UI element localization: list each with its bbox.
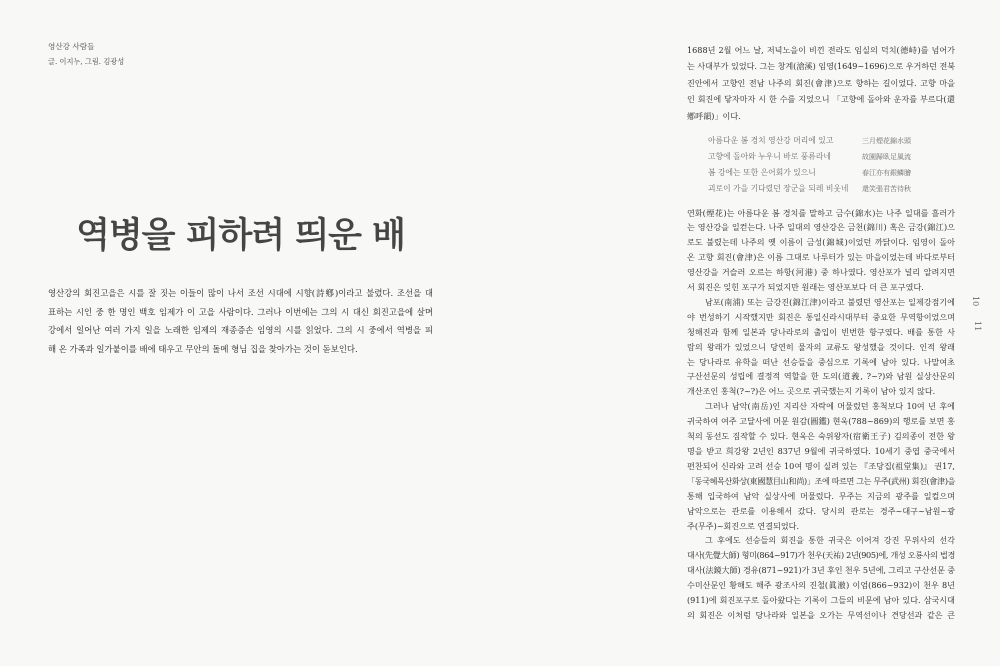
text-line: 대사(先覺大師) 형미(864~917)가 천우(天祐) 2년(905)에, 개성 오룡사의 법경	[687, 550, 955, 561]
right-page	[500, 0, 1000, 666]
poem-verse-hanja: 春江亦有銀鱗膾	[862, 169, 911, 177]
poem-verse-hanja: 三月煙花錦水頭	[862, 137, 911, 145]
text-line: 편찬되어 신라와 고려 선승 10여 명이 실려 있는 『조당집(祖堂集)』 권17,	[687, 460, 955, 471]
text-line: 청해진과 함께 일본과 당나라로의 출입이 빈번한 항구였다. 배를 통한 사	[687, 326, 955, 337]
text-line: 남포(南浦) 또는 금강진(錦江津)이라고 불렸던 영산포는 일제강점기에	[705, 296, 955, 307]
text-line: 구산선문의 성립에 결정적 역할을 한 도의(道義, ?~?)와 남원 실상산문의	[687, 371, 955, 382]
poem-verse	[708, 133, 958, 149]
page-number-right: 11	[973, 321, 982, 332]
poem-verse	[708, 165, 958, 181]
series-title: 영산강 사람들	[48, 42, 95, 51]
text-line: 영산강을 거슬러 오르는 하항(河港) 중 하나였다. 영산포가 널리 알려지면	[687, 267, 955, 278]
lead-line: 해 온 가족과 일가붙이를 배에 태우고 무안의 돌메 형님 집을 찾아가는 것이 돋보인다.	[48, 343, 358, 354]
text-line: 인 회진에 닿자마자 시 한 수를 지었으니 「고향에 돌아와 운자를 부르다(還	[687, 94, 955, 105]
body-paragraph	[687, 533, 955, 622]
text-line: 「동국혜목산화상(東國慧目山和尚)」조에 따르면 그는 무주(武州) 회진(會津)을	[687, 475, 955, 486]
poem-verse-korean: 봄 강에는 또한 은어회가 있으니	[708, 168, 816, 177]
text-line: 대사(法鏡大師) 경유(871~921)가 3년 후인 천우 5년에, 그리고 구산선문 중	[687, 565, 955, 576]
author-credits: 글. 이지누, 그림. 김광성	[48, 57, 125, 66]
poem-block	[708, 133, 958, 197]
poem-verse-korean: 괴로이 가을 기다렸던 장군을 되레 비웃네	[708, 184, 849, 193]
text-line: 의 회진은 이처럼 당나라와 일본을 오가는 무역선이나 견당선과 같은 큰	[687, 609, 955, 620]
poem-verse-korean: 아름다운 봄 경치 영산강 머리에 있고	[708, 136, 834, 145]
text-line: 연화(煙花)는 아름다운 봄 경치를 말하고 금수(錦水)는 나주 일대를 흘러가	[687, 207, 955, 218]
text-line: 1688년 2월 어느 날, 저녁노을이 비낀 전라도 임실의 덕치(德峙)를 넘어가	[687, 45, 955, 55]
body-paragraph	[687, 399, 955, 533]
lead-line: 표하는 시인 중 한 명인 백호 임제가 이 고을 사람이다. 그러나 이번에는 그의 시 대신 회진고을에 살며	[48, 306, 433, 317]
text-line: 는 영산강을 일컫는다. 나주 일대의 영산강은 금천(錦川) 혹은 금강(錦江)으	[687, 222, 955, 233]
text-line: 는 사대부가 있었다. 그는 창계(滄溪) 임영(1649~1696)으로 우거하던 전북	[687, 61, 955, 72]
text-line: 진안에서 고향인 전남 나주의 회진(會津)으로 향하는 길이었다. 고향 마을	[687, 77, 955, 88]
text-line: 개산조인 홍척(?~?)은 어느 곳으로 귀국했는지 기록이 남아 있지 않다.	[687, 386, 936, 397]
text-line: 鄕呼韻)」이다.	[687, 110, 741, 121]
lead-paragraph	[48, 284, 433, 358]
text-line: 로도 불렸는데 나주의 옛 이름이 금성(錦城)이었던 까닭이다. 임영이 돌아	[687, 237, 955, 248]
lead-line: 영산강의 회진고을은 시를 잘 짓는 이들이 많이 나서 조선 시대에 시향(詩鄕)이라고 불렸다. 조선을 대	[48, 288, 433, 298]
text-line: 온 고향 회진(會津)은 이름 그대로 나루터가 있는 마을이었는데 바다로부터	[687, 252, 955, 263]
opening-paragraph	[687, 42, 955, 124]
poem-verse	[708, 181, 958, 197]
text-line: 주(무주)~회진으로 연결되었다.	[687, 520, 800, 531]
text-line: 남악으로는 관로를 이용해서 갔다. 당시의 관로는 경주~대구~남원~광	[687, 505, 955, 516]
poem-verse-hanja: 故園歸臥足風流	[862, 153, 911, 161]
page-number-left: 10	[971, 296, 980, 307]
text-line: 귀국하여 여주 고달사에 머문 원감(圓鑑) 현욱(788~869)의 행로를 보면 홍	[687, 416, 955, 427]
text-line: 야 번성하기 시작했지만 회진은 통일신라시대부터 중요한 무역항이었으며	[687, 311, 955, 322]
text-line: 수미산문인 황해도 해주 광조사의 진철(眞澈) 이엄(866~932)이 천우 8년	[687, 580, 955, 591]
poem-verse	[708, 149, 958, 165]
poem-verse-korean: 고향에 돌아와 누우니 바로 풍류라네	[708, 152, 831, 161]
text-line: 명을 받고 희강왕 2년인 837년 9월에 귀국하였다. 10세기 중엽 중국에서	[687, 446, 955, 456]
text-line: (911)에 회진포구로 돌아왔다는 기록이 그들의 비문에 남아 있다. 삼국시대	[687, 595, 955, 606]
body-paragraph	[687, 206, 955, 295]
text-line: 그러나 남악(南岳)인 지리산 자락에 머물렀던 홍척보다 10여 년 후에	[705, 401, 955, 412]
lead-line: 강에서 일어난 여러 가지 일을 노래한 임제의 재종증손 임영의 시를 읽었다. 그의 시 중에서 역병을 피	[48, 325, 433, 335]
text-line: 통해 입국하여 남악 실상사에 머물렀다. 무주는 지금의 광주를 일컬으며	[687, 490, 955, 501]
poem-verse-hanja: 還笑張君苦待秋	[862, 185, 911, 193]
chapter-title: 역병을 피하려 띄운 배	[76, 215, 405, 256]
text-line: 그 후에도 선승들의 회진을 통한 귀국은 이어져 강진 무위사의 선각	[705, 535, 955, 546]
text-line: 서 회진은 잊힌 포구가 되었지만 원래는 영산포보다 더 큰 포구였다.	[687, 282, 924, 293]
text-line: 람의 왕래가 있었으니 당연히 물자의 교류도 왕성했을 것이다. 인적 왕래	[687, 341, 955, 352]
body-paragraph	[687, 295, 955, 399]
text-line: 척의 동선도 짐작할 수 있다. 현욱은 숙위왕자(宿衛王子) 김의종이 전한 왕	[687, 431, 955, 442]
body-text	[687, 206, 955, 623]
text-line: 는 당나라로 유학을 떠난 선승들을 중심으로 기록에 남아 있다. 나말여초	[687, 356, 955, 367]
